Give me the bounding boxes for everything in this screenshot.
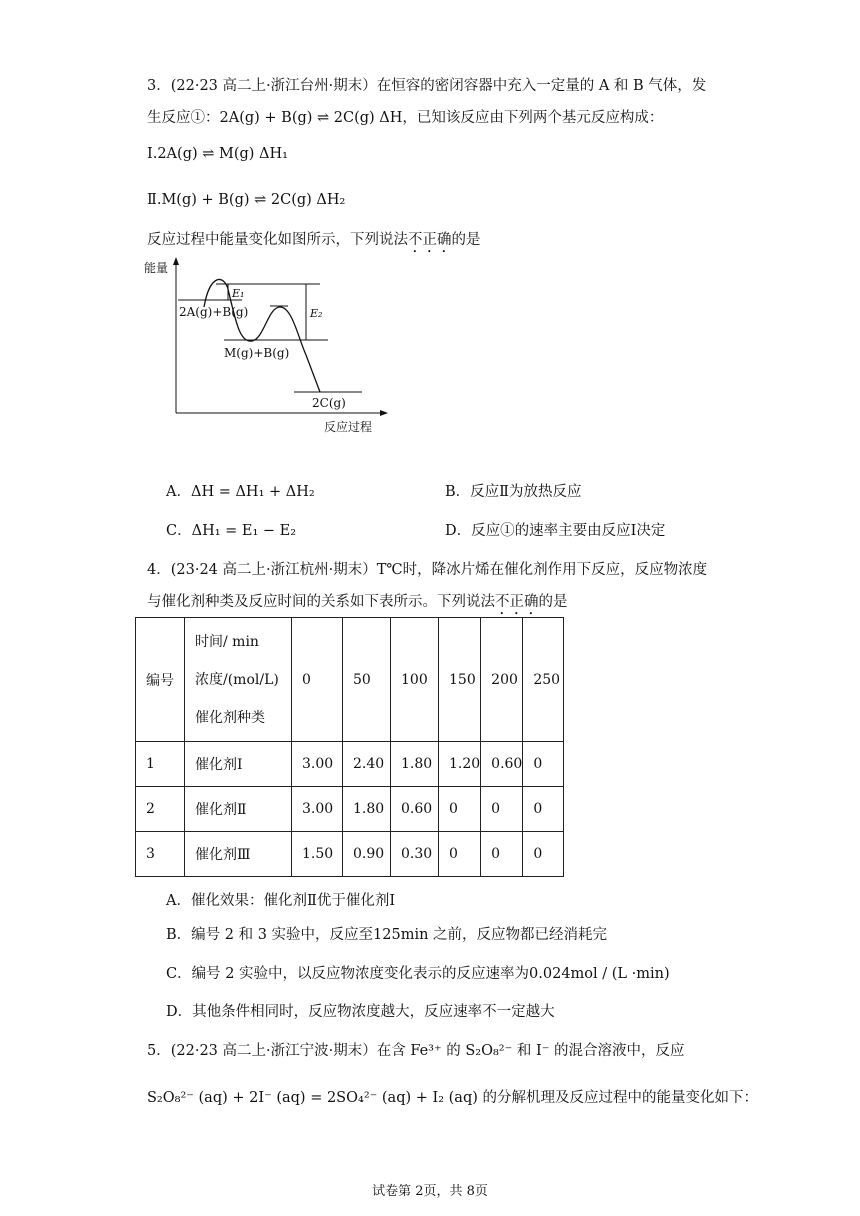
kinetics-table — [135, 617, 564, 877]
q3-step2: Ⅱ.M(g) + B(g) ⇌ 2C(g) ΔH₂ — [147, 192, 346, 208]
cell: 3.00 — [292, 787, 343, 832]
header-time-0: 0 — [292, 618, 343, 742]
e2-label: E₂ — [310, 307, 323, 320]
q3-prompt-emphasis: 不正确 — [408, 232, 452, 248]
q4-stem-line2 — [147, 590, 568, 618]
q5-stem-line2: S₂O₈²⁻ (aq) + 2I⁻ (aq) = 2SO₄²⁻ (aq) + I₂ (aq) 的分解机理及反应过程中的能量变化如下： — [147, 1090, 758, 1106]
cell: 2.40 — [343, 742, 391, 787]
reactants-label: 2A(g)+B(g) — [179, 305, 249, 319]
cell: 0 — [439, 832, 481, 877]
cell: 0 — [439, 787, 481, 832]
row-catalyst: 催化剂Ⅱ — [185, 787, 292, 832]
header-multi — [185, 618, 292, 742]
row-catalyst: 催化剂Ⅰ — [185, 742, 292, 787]
row-catalyst: 催化剂Ⅲ — [185, 832, 292, 877]
cell: 0.60 — [391, 787, 439, 832]
cell: 0 — [481, 787, 523, 832]
header-conc: 浓度/(mol/L) — [195, 671, 279, 688]
row-id: 2 — [136, 787, 185, 832]
cell: 1.80 — [391, 742, 439, 787]
cell: 1.20 — [439, 742, 481, 787]
q3-step1: Ⅰ.2A(g) ⇌ M(g) ΔH₁ — [147, 146, 288, 162]
cell: 0.30 — [391, 832, 439, 877]
header-time-100: 100 — [391, 618, 439, 742]
header-catalyst: 催化剂种类 — [195, 709, 265, 726]
header-time-250: 250 — [523, 618, 564, 742]
header-time-50: 50 — [343, 618, 391, 742]
cell: 1.50 — [292, 832, 343, 877]
table-header-row — [136, 618, 564, 742]
y-axis-label: 能量 — [144, 261, 169, 275]
q4-option-b: B．编号 2 和 3 实验中，反应至125min 之前，反应物都已经消耗完 — [166, 927, 608, 943]
cell: 1.80 — [343, 787, 391, 832]
header-time-200: 200 — [481, 618, 523, 742]
product-label: 2C(g) — [312, 396, 346, 410]
x-axis-label: 反应过程 — [324, 420, 373, 434]
header-time-150: 150 — [439, 618, 481, 742]
y-axis-arrow-icon — [173, 257, 179, 265]
q3-prompt-after: 的是 — [451, 232, 481, 248]
table-row — [136, 742, 564, 787]
energy-diagram — [140, 255, 400, 440]
q4-stem-line1: 4．(23·24 高二上·浙江杭州·期末）T℃时，降冰片烯在催化剂作用下反应，反应物浓度 — [147, 562, 708, 578]
q3-option-c: C．ΔH₁ = E₁ − E₂ — [166, 523, 297, 539]
cell: 0 — [523, 832, 564, 877]
q4-stem-after: 的是 — [538, 594, 568, 610]
x-axis-arrow-icon — [380, 410, 388, 416]
q4-stem-before: 与催化剂种类及反应时间的关系如下表所示。下列说法 — [147, 594, 495, 610]
q4-option-a: A．催化效果：催化剂Ⅱ优于催化剂Ⅰ — [166, 893, 396, 909]
header-id: 编号 — [136, 618, 185, 742]
row-id: 1 — [136, 742, 185, 787]
q3-prompt — [147, 228, 481, 256]
q3-prompt-before: 反应过程中能量变化如图所示，下列说法 — [147, 232, 408, 248]
cell: 0.90 — [343, 832, 391, 877]
header-time: 时间/ min — [195, 633, 259, 650]
cell: 0.60 — [481, 742, 523, 787]
e1-label: E₁ — [232, 287, 245, 300]
page-footer: 试卷第 2页，共 8页 — [372, 1184, 488, 1199]
q3-option-b: B．反应Ⅱ为放热反应 — [445, 484, 582, 500]
table-row — [136, 787, 564, 832]
intermediate-label: M(g)+B(g) — [224, 346, 290, 360]
q3-option-a: A．ΔH = ΔH₁ + ΔH₂ — [166, 484, 315, 500]
q3-stem-line2: 生反应①：2A(g) + B(g) ⇌ 2C(g) ΔH，已知该反应由下列两个基元反应构成： — [147, 110, 664, 126]
q3-stem-line1: 3．(22·23 高二上·浙江台州·期末）在恒容的密闭容器中充入一定量的 A 和 B 气体，发 — [147, 78, 707, 94]
q3-option-d: D．反应①的速率主要由反应Ⅰ决定 — [445, 523, 666, 539]
q5-stem-line1: 5．(22·23 高二上·浙江宁波·期末）在含 Fe³⁺ 的 S₂O₈²⁻ 和 I⁻ 的混合溶液中，反应 — [147, 1043, 685, 1059]
cell: 0 — [523, 787, 564, 832]
q4-stem-emphasis: 不正确 — [495, 594, 539, 610]
table-row — [136, 832, 564, 877]
cell: 0 — [523, 742, 564, 787]
q4-option-d: D．其他条件相同时，反应物浓度越大，反应速率不一定越大 — [166, 1004, 555, 1020]
cell: 0 — [481, 832, 523, 877]
q4-option-c: C．编号 2 实验中，以反应物浓度变化表示的反应速率为0.024mol / (L ·min) — [166, 966, 670, 982]
energy-curve — [204, 279, 323, 392]
row-id: 3 — [136, 832, 185, 877]
cell: 3.00 — [292, 742, 343, 787]
